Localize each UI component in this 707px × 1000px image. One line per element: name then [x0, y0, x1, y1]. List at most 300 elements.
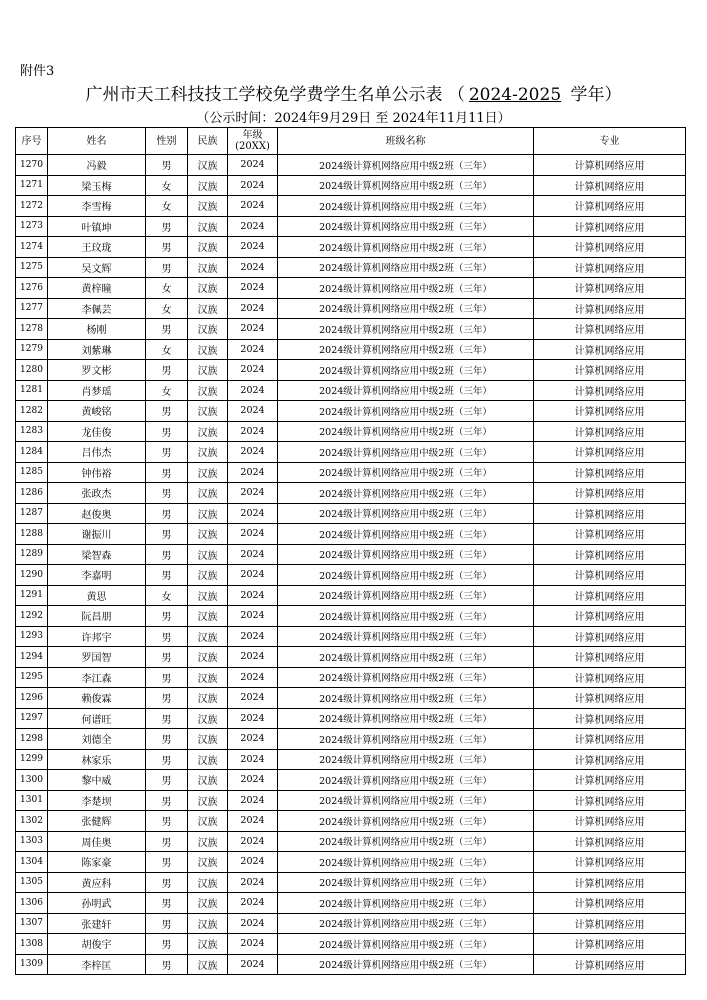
- cell-grade: 2024: [228, 544, 278, 565]
- cell-index: 1273: [16, 216, 48, 237]
- cell-ethnicity: 汉族: [188, 278, 228, 299]
- cell-major: 计算机网络应用: [534, 360, 686, 381]
- cell-major: 计算机网络应用: [534, 462, 686, 483]
- table-row: [16, 442, 686, 463]
- cell-ethnicity: 汉族: [188, 831, 228, 852]
- cell-class: 2024级计算机网络应用中级2班（三年）: [278, 442, 534, 463]
- cell-name: 杨刚: [48, 319, 146, 340]
- cell-gender: 男: [146, 565, 188, 586]
- cell-major: 计算机网络应用: [534, 278, 686, 299]
- cell-name: 黎中威: [48, 770, 146, 791]
- cell-index: 1282: [16, 401, 48, 422]
- cell-major: 计算机网络应用: [534, 667, 686, 688]
- cell-grade: 2024: [228, 196, 278, 217]
- cell-major: 计算机网络应用: [534, 339, 686, 360]
- table-row: [16, 565, 686, 586]
- cell-grade: 2024: [228, 852, 278, 873]
- cell-class: 2024级计算机网络应用中级2班（三年）: [278, 872, 534, 893]
- document-title: [0, 80, 707, 105]
- cell-grade: 2024: [228, 811, 278, 832]
- cell-ethnicity: 汉族: [188, 237, 228, 258]
- table-row: [16, 298, 686, 319]
- header-grade-label: 年级: [242, 130, 263, 141]
- header-name: 姓名: [48, 128, 146, 155]
- cell-grade: 2024: [228, 770, 278, 791]
- cell-name: 黄梓瞳: [48, 278, 146, 299]
- cell-class: 2024级计算机网络应用中级2班（三年）: [278, 401, 534, 422]
- cell-class: 2024级计算机网络应用中级2班（三年）: [278, 257, 534, 278]
- cell-gender: 男: [146, 708, 188, 729]
- cell-grade: 2024: [228, 708, 278, 729]
- cell-grade: 2024: [228, 954, 278, 975]
- cell-class: 2024级计算机网络应用中级2班（三年）: [278, 708, 534, 729]
- cell-gender: 男: [146, 462, 188, 483]
- cell-index: 1280: [16, 360, 48, 381]
- cell-class: 2024级计算机网络应用中级2班（三年）: [278, 688, 534, 709]
- table-row: [16, 544, 686, 565]
- cell-name: 王玟珑: [48, 237, 146, 258]
- cell-gender: 男: [146, 647, 188, 668]
- table-row: [16, 360, 686, 381]
- cell-ethnicity: 汉族: [188, 729, 228, 750]
- cell-ethnicity: 汉族: [188, 216, 228, 237]
- cell-major: 计算机网络应用: [534, 790, 686, 811]
- cell-ethnicity: 汉族: [188, 852, 228, 873]
- cell-index: 1293: [16, 626, 48, 647]
- table-row: [16, 278, 686, 299]
- cell-major: 计算机网络应用: [534, 216, 686, 237]
- cell-class: 2024级计算机网络应用中级2班（三年）: [278, 196, 534, 217]
- cell-ethnicity: 汉族: [188, 257, 228, 278]
- cell-class: 2024级计算机网络应用中级2班（三年）: [278, 749, 534, 770]
- cell-major: 计算机网络应用: [534, 954, 686, 975]
- cell-index: 1303: [16, 831, 48, 852]
- cell-name: 李佩芸: [48, 298, 146, 319]
- cell-index: 1308: [16, 934, 48, 955]
- cell-name: 阮昌朋: [48, 606, 146, 627]
- cell-class: 2024级计算机网络应用中级2班（三年）: [278, 729, 534, 750]
- cell-grade: 2024: [228, 257, 278, 278]
- cell-class: 2024级计算机网络应用中级2班（三年）: [278, 237, 534, 258]
- cell-major: 计算机网络应用: [534, 626, 686, 647]
- cell-ethnicity: 汉族: [188, 442, 228, 463]
- cell-major: 计算机网络应用: [534, 852, 686, 873]
- cell-gender: 男: [146, 237, 188, 258]
- cell-gender: 女: [146, 175, 188, 196]
- cell-index: 1274: [16, 237, 48, 258]
- cell-grade: 2024: [228, 401, 278, 422]
- cell-class: 2024级计算机网络应用中级2班（三年）: [278, 647, 534, 668]
- cell-class: 2024级计算机网络应用中级2班（三年）: [278, 954, 534, 975]
- publicity-period: （公示时间：2024年9月29日 至 2024年11月11日）: [196, 111, 511, 126]
- cell-index: 1289: [16, 544, 48, 565]
- table-row: [16, 626, 686, 647]
- cell-major: 计算机网络应用: [534, 421, 686, 442]
- cell-gender: 男: [146, 811, 188, 832]
- cell-grade: 2024: [228, 790, 278, 811]
- cell-grade: 2024: [228, 647, 278, 668]
- cell-ethnicity: 汉族: [188, 811, 228, 832]
- cell-grade: 2024: [228, 298, 278, 319]
- table-row: [16, 175, 686, 196]
- table-row: [16, 872, 686, 893]
- cell-name: 周佳奥: [48, 831, 146, 852]
- cell-grade: 2024: [228, 626, 278, 647]
- cell-grade: 2024: [228, 667, 278, 688]
- cell-name: 黄应科: [48, 872, 146, 893]
- table-row: [16, 483, 686, 504]
- cell-class: 2024级计算机网络应用中级2班（三年）: [278, 462, 534, 483]
- cell-class: 2024级计算机网络应用中级2班（三年）: [278, 175, 534, 196]
- cell-class: 2024级计算机网络应用中级2班（三年）: [278, 790, 534, 811]
- cell-ethnicity: 汉族: [188, 790, 228, 811]
- cell-major: 计算机网络应用: [534, 196, 686, 217]
- cell-index: 1299: [16, 749, 48, 770]
- table-row: [16, 196, 686, 217]
- cell-ethnicity: 汉族: [188, 647, 228, 668]
- cell-grade: 2024: [228, 237, 278, 258]
- cell-major: 计算机网络应用: [534, 831, 686, 852]
- cell-ethnicity: 汉族: [188, 688, 228, 709]
- header-class: 班级名称: [278, 128, 534, 155]
- table-row: [16, 667, 686, 688]
- cell-name: 赖俊霖: [48, 688, 146, 709]
- cell-gender: 女: [146, 278, 188, 299]
- cell-grade: 2024: [228, 483, 278, 504]
- cell-index: 1271: [16, 175, 48, 196]
- cell-gender: 女: [146, 298, 188, 319]
- cell-name: 吴文辉: [48, 257, 146, 278]
- cell-ethnicity: 汉族: [188, 934, 228, 955]
- cell-index: 1297: [16, 708, 48, 729]
- cell-ethnicity: 汉族: [188, 954, 228, 975]
- cell-name: 吕伟杰: [48, 442, 146, 463]
- cell-class: 2024级计算机网络应用中级2班（三年）: [278, 565, 534, 586]
- cell-gender: 男: [146, 503, 188, 524]
- cell-grade: 2024: [228, 872, 278, 893]
- cell-name: 李江森: [48, 667, 146, 688]
- cell-grade: 2024: [228, 175, 278, 196]
- cell-major: 计算机网络应用: [534, 155, 686, 176]
- table-row: [16, 421, 686, 442]
- cell-gender: 男: [146, 483, 188, 504]
- cell-name: 黄峻铭: [48, 401, 146, 422]
- table-row: [16, 811, 686, 832]
- cell-gender: 男: [146, 155, 188, 176]
- cell-class: 2024级计算机网络应用中级2班（三年）: [278, 216, 534, 237]
- header-major: 专业: [534, 128, 686, 155]
- cell-major: 计算机网络应用: [534, 380, 686, 401]
- cell-ethnicity: 汉族: [188, 319, 228, 340]
- cell-major: 计算机网络应用: [534, 524, 686, 545]
- cell-name: 钟伟裕: [48, 462, 146, 483]
- cell-index: 1296: [16, 688, 48, 709]
- cell-major: 计算机网络应用: [534, 647, 686, 668]
- cell-gender: 男: [146, 360, 188, 381]
- cell-class: 2024级计算机网络应用中级2班（三年）: [278, 155, 534, 176]
- cell-name: 叶镇坤: [48, 216, 146, 237]
- cell-gender: 男: [146, 667, 188, 688]
- cell-name: 龙佳俊: [48, 421, 146, 442]
- cell-grade: 2024: [228, 688, 278, 709]
- cell-name: 刘紫琳: [48, 339, 146, 360]
- cell-index: 1295: [16, 667, 48, 688]
- table-row: [16, 831, 686, 852]
- cell-grade: 2024: [228, 565, 278, 586]
- cell-class: 2024级计算机网络应用中级2班（三年）: [278, 852, 534, 873]
- cell-major: 计算机网络应用: [534, 175, 686, 196]
- cell-ethnicity: 汉族: [188, 483, 228, 504]
- cell-gender: 男: [146, 626, 188, 647]
- cell-class: 2024级计算机网络应用中级2班（三年）: [278, 483, 534, 504]
- cell-class: 2024级计算机网络应用中级2班（三年）: [278, 339, 534, 360]
- cell-major: 计算机网络应用: [534, 749, 686, 770]
- cell-grade: 2024: [228, 380, 278, 401]
- cell-ethnicity: 汉族: [188, 667, 228, 688]
- cell-grade: 2024: [228, 360, 278, 381]
- cell-index: 1288: [16, 524, 48, 545]
- cell-grade: 2024: [228, 585, 278, 606]
- cell-ethnicity: 汉族: [188, 565, 228, 586]
- cell-ethnicity: 汉族: [188, 872, 228, 893]
- cell-major: 计算机网络应用: [534, 237, 686, 258]
- cell-gender: 女: [146, 585, 188, 606]
- cell-major: 计算机网络应用: [534, 483, 686, 504]
- cell-name: 冯毅: [48, 155, 146, 176]
- cell-class: 2024级计算机网络应用中级2班（三年）: [278, 770, 534, 791]
- cell-name: 赵俊奥: [48, 503, 146, 524]
- cell-grade: 2024: [228, 729, 278, 750]
- title-school-year: 2024-2025: [468, 85, 562, 105]
- cell-ethnicity: 汉族: [188, 462, 228, 483]
- cell-index: 1291: [16, 585, 48, 606]
- cell-gender: 男: [146, 606, 188, 627]
- cell-gender: 男: [146, 257, 188, 278]
- cell-index: 1276: [16, 278, 48, 299]
- cell-class: 2024级计算机网络应用中级2班（三年）: [278, 811, 534, 832]
- cell-index: 1301: [16, 790, 48, 811]
- table-row: [16, 606, 686, 627]
- cell-index: 1309: [16, 954, 48, 975]
- cell-index: 1275: [16, 257, 48, 278]
- cell-class: 2024级计算机网络应用中级2班（三年）: [278, 934, 534, 955]
- table-row: [16, 852, 686, 873]
- cell-name: 刘德全: [48, 729, 146, 750]
- cell-ethnicity: 汉族: [188, 749, 228, 770]
- cell-class: 2024级计算机网络应用中级2班（三年）: [278, 319, 534, 340]
- cell-major: 计算机网络应用: [534, 298, 686, 319]
- cell-major: 计算机网络应用: [534, 811, 686, 832]
- table-row: [16, 462, 686, 483]
- table-row: [16, 688, 686, 709]
- cell-index: 1294: [16, 647, 48, 668]
- student-table: [15, 127, 686, 975]
- cell-major: 计算机网络应用: [534, 770, 686, 791]
- cell-major: 计算机网络应用: [534, 893, 686, 914]
- cell-ethnicity: 汉族: [188, 770, 228, 791]
- header-ethnicity: 民族: [188, 128, 228, 155]
- cell-name: 谢振川: [48, 524, 146, 545]
- cell-index: 1284: [16, 442, 48, 463]
- cell-gender: 女: [146, 196, 188, 217]
- table-row: [16, 503, 686, 524]
- table-row: [16, 647, 686, 668]
- cell-gender: 男: [146, 729, 188, 750]
- cell-ethnicity: 汉族: [188, 401, 228, 422]
- table-row: [16, 155, 686, 176]
- cell-name: 孙明武: [48, 893, 146, 914]
- table-row: [16, 790, 686, 811]
- title-prefix: 广州市天工科技技工学校免学费学生名单公示表 （: [85, 85, 465, 105]
- cell-index: 1292: [16, 606, 48, 627]
- cell-major: 计算机网络应用: [534, 565, 686, 586]
- cell-major: 计算机网络应用: [534, 319, 686, 340]
- cell-grade: 2024: [228, 913, 278, 934]
- cell-ethnicity: 汉族: [188, 421, 228, 442]
- cell-name: 何谱旺: [48, 708, 146, 729]
- cell-gender: 男: [146, 934, 188, 955]
- cell-index: 1305: [16, 872, 48, 893]
- cell-major: 计算机网络应用: [534, 872, 686, 893]
- cell-ethnicity: 汉族: [188, 913, 228, 934]
- cell-gender: 男: [146, 831, 188, 852]
- cell-gender: 女: [146, 380, 188, 401]
- cell-gender: 男: [146, 421, 188, 442]
- cell-index: 1300: [16, 770, 48, 791]
- cell-index: 1281: [16, 380, 48, 401]
- cell-gender: 女: [146, 339, 188, 360]
- table-row: [16, 257, 686, 278]
- cell-gender: 男: [146, 216, 188, 237]
- cell-major: 计算机网络应用: [534, 729, 686, 750]
- header-index: 序号: [16, 128, 48, 155]
- cell-grade: 2024: [228, 831, 278, 852]
- cell-grade: 2024: [228, 319, 278, 340]
- title-suffix: 学年）: [565, 85, 622, 105]
- cell-grade: 2024: [228, 339, 278, 360]
- cell-ethnicity: 汉族: [188, 298, 228, 319]
- cell-gender: 男: [146, 893, 188, 914]
- cell-ethnicity: 汉族: [188, 380, 228, 401]
- cell-name: 李嘉明: [48, 565, 146, 586]
- table-header-row: [16, 128, 686, 155]
- table-row: [16, 954, 686, 975]
- cell-gender: 男: [146, 913, 188, 934]
- table-row: [16, 216, 686, 237]
- cell-name: 李梓匡: [48, 954, 146, 975]
- cell-ethnicity: 汉族: [188, 626, 228, 647]
- cell-gender: 男: [146, 852, 188, 873]
- cell-class: 2024级计算机网络应用中级2班（三年）: [278, 831, 534, 852]
- cell-major: 计算机网络应用: [534, 401, 686, 422]
- cell-class: 2024级计算机网络应用中级2班（三年）: [278, 913, 534, 934]
- table-row: [16, 401, 686, 422]
- cell-index: 1272: [16, 196, 48, 217]
- cell-name: 张建轩: [48, 913, 146, 934]
- cell-major: 计算机网络应用: [534, 913, 686, 934]
- cell-gender: 男: [146, 442, 188, 463]
- header-grade: [228, 128, 278, 155]
- cell-gender: 男: [146, 524, 188, 545]
- cell-major: 计算机网络应用: [534, 442, 686, 463]
- cell-major: 计算机网络应用: [534, 934, 686, 955]
- cell-gender: 男: [146, 790, 188, 811]
- cell-grade: 2024: [228, 216, 278, 237]
- cell-class: 2024级计算机网络应用中级2班（三年）: [278, 585, 534, 606]
- cell-class: 2024级计算机网络应用中级2班（三年）: [278, 667, 534, 688]
- cell-gender: 男: [146, 688, 188, 709]
- cell-grade: 2024: [228, 606, 278, 627]
- cell-gender: 男: [146, 872, 188, 893]
- cell-grade: 2024: [228, 524, 278, 545]
- table-row: [16, 524, 686, 545]
- cell-name: 黄思: [48, 585, 146, 606]
- cell-name: 李楚坝: [48, 790, 146, 811]
- table-row: [16, 913, 686, 934]
- cell-major: 计算机网络应用: [534, 708, 686, 729]
- cell-ethnicity: 汉族: [188, 893, 228, 914]
- cell-name: 胡俊宇: [48, 934, 146, 955]
- table-row: [16, 237, 686, 258]
- cell-index: 1306: [16, 893, 48, 914]
- cell-name: 张政杰: [48, 483, 146, 504]
- cell-name: 梁智森: [48, 544, 146, 565]
- cell-grade: 2024: [228, 442, 278, 463]
- cell-index: 1285: [16, 462, 48, 483]
- cell-ethnicity: 汉族: [188, 524, 228, 545]
- cell-ethnicity: 汉族: [188, 339, 228, 360]
- cell-ethnicity: 汉族: [188, 708, 228, 729]
- cell-ethnicity: 汉族: [188, 196, 228, 217]
- cell-grade: 2024: [228, 934, 278, 955]
- cell-gender: 男: [146, 544, 188, 565]
- table-row: [16, 339, 686, 360]
- cell-index: 1290: [16, 565, 48, 586]
- cell-class: 2024级计算机网络应用中级2班（三年）: [278, 893, 534, 914]
- cell-name: 梁玉梅: [48, 175, 146, 196]
- cell-class: 2024级计算机网络应用中级2班（三年）: [278, 503, 534, 524]
- cell-name: 陈家豪: [48, 852, 146, 873]
- table-row: [16, 319, 686, 340]
- cell-name: 李雪梅: [48, 196, 146, 217]
- cell-gender: 男: [146, 954, 188, 975]
- cell-major: 计算机网络应用: [534, 503, 686, 524]
- cell-class: 2024级计算机网络应用中级2班（三年）: [278, 298, 534, 319]
- cell-grade: 2024: [228, 278, 278, 299]
- cell-major: 计算机网络应用: [534, 544, 686, 565]
- cell-name: 林家乐: [48, 749, 146, 770]
- cell-class: 2024级计算机网络应用中级2班（三年）: [278, 421, 534, 442]
- cell-index: 1298: [16, 729, 48, 750]
- cell-grade: 2024: [228, 155, 278, 176]
- cell-index: 1278: [16, 319, 48, 340]
- cell-class: 2024级计算机网络应用中级2班（三年）: [278, 544, 534, 565]
- cell-index: 1279: [16, 339, 48, 360]
- cell-ethnicity: 汉族: [188, 360, 228, 381]
- cell-index: 1270: [16, 155, 48, 176]
- cell-gender: 男: [146, 749, 188, 770]
- cell-class: 2024级计算机网络应用中级2班（三年）: [278, 278, 534, 299]
- cell-class: 2024级计算机网络应用中级2班（三年）: [278, 626, 534, 647]
- table-row: [16, 893, 686, 914]
- cell-ethnicity: 汉族: [188, 175, 228, 196]
- cell-major: 计算机网络应用: [534, 585, 686, 606]
- cell-ethnicity: 汉族: [188, 503, 228, 524]
- cell-name: 罗文彬: [48, 360, 146, 381]
- header-grade-format: (20XX): [235, 141, 270, 152]
- cell-index: 1286: [16, 483, 48, 504]
- cell-ethnicity: 汉族: [188, 544, 228, 565]
